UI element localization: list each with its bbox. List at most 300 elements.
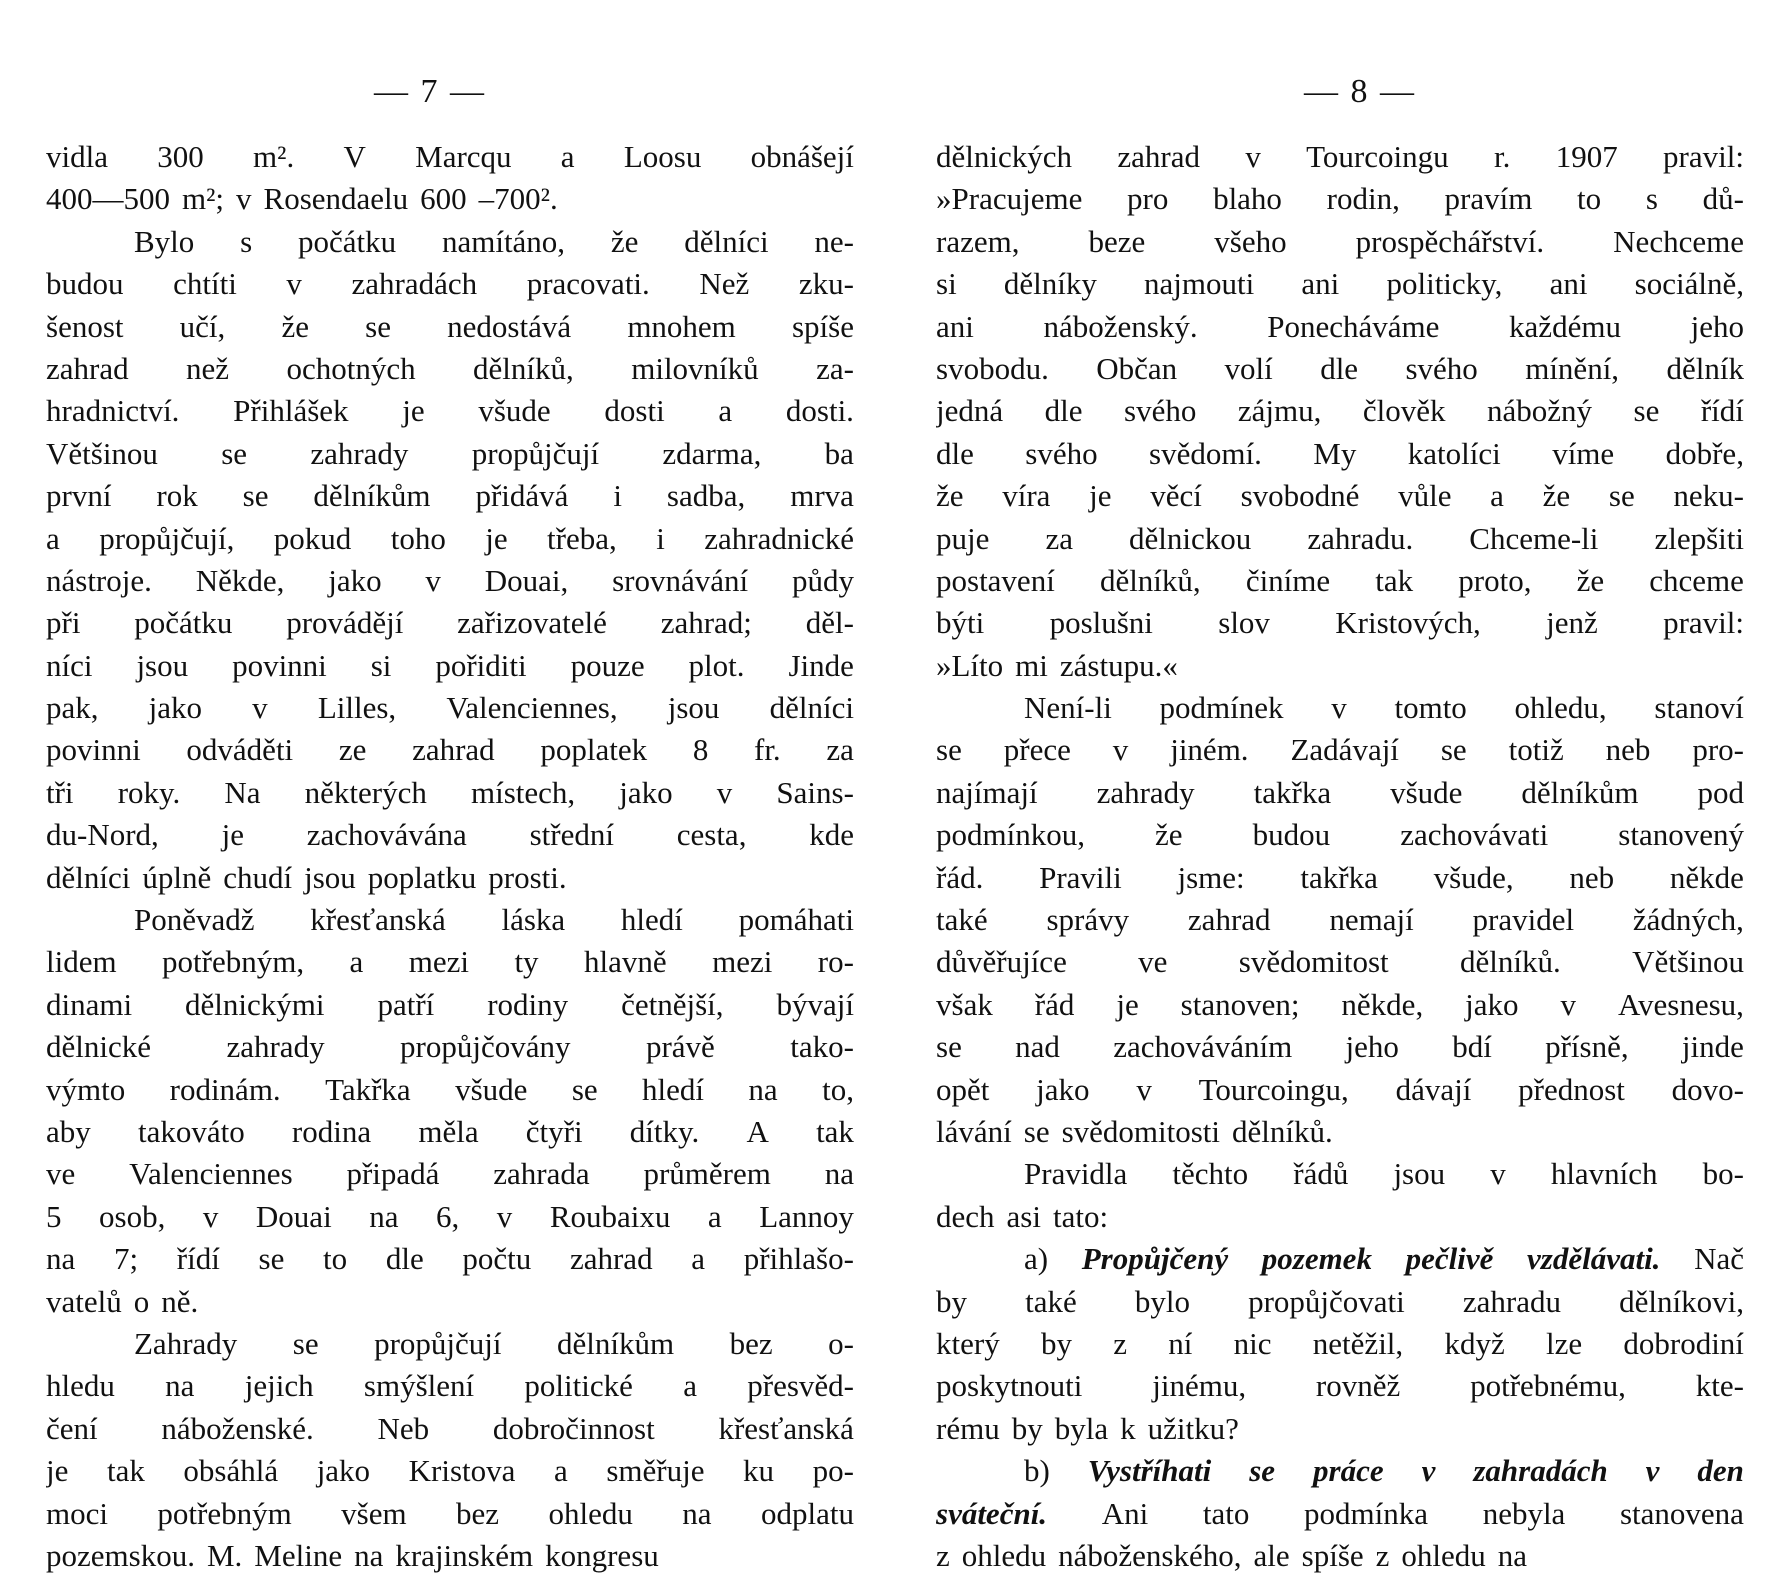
word: poslušni	[1049, 605, 1153, 641]
word: mínění,	[1525, 350, 1620, 386]
word: že	[936, 478, 964, 514]
word: s	[240, 223, 253, 259]
word: prospěchářství.	[1355, 223, 1545, 259]
word: propůjčují	[374, 1325, 502, 1361]
word: zájmu,	[1237, 393, 1322, 429]
word: Neb	[377, 1410, 430, 1446]
word: odváděti	[186, 732, 294, 768]
word: lze	[1545, 1325, 1583, 1361]
word: je	[221, 817, 244, 853]
word: jeho	[1345, 1029, 1399, 1065]
word: na	[46, 1241, 76, 1277]
word: zahrad	[1187, 902, 1271, 938]
word: se	[365, 308, 391, 344]
word: přednost	[1518, 1071, 1625, 1107]
word: v	[496, 1198, 513, 1234]
word: obsáhlá	[183, 1453, 279, 1489]
word: zahrada	[493, 1156, 590, 1192]
word: čtyři	[525, 1113, 583, 1149]
word: zahrad	[412, 732, 495, 768]
word: My	[1313, 435, 1357, 471]
word: dělnických	[936, 139, 1073, 174]
word: pokud	[273, 520, 352, 556]
word: v	[425, 562, 441, 598]
word: a	[560, 139, 575, 174]
word: rodina	[291, 1113, 372, 1149]
text-line	[46, 772, 854, 814]
word: rok	[156, 478, 198, 514]
word: krajinském	[395, 1537, 534, 1573]
word: zku-	[798, 266, 854, 302]
word: užitku?	[1147, 1410, 1239, 1446]
word: ze	[338, 732, 367, 768]
word: jako	[316, 1453, 371, 1489]
text-line	[46, 1450, 854, 1492]
word: 1907	[1555, 139, 1618, 174]
word: srovnávání	[612, 562, 749, 598]
word: ba	[824, 435, 854, 471]
word: 600	[420, 181, 467, 217]
text-line	[936, 687, 1744, 729]
text-line	[46, 984, 854, 1026]
word: jako	[619, 774, 673, 810]
word: dělnickými	[185, 986, 325, 1022]
word: Tourcoingu,	[1198, 1071, 1349, 1107]
word: četnější,	[621, 986, 724, 1022]
text-line	[936, 178, 1744, 220]
word: svědomí.	[1149, 435, 1262, 471]
word: bývají	[776, 986, 854, 1022]
word: a	[349, 944, 364, 980]
word: Pravidla	[1024, 1156, 1128, 1192]
word: těchto	[1172, 1156, 1249, 1192]
word: dovo-	[1671, 1071, 1744, 1107]
word: Douai	[255, 1198, 332, 1234]
text-line	[936, 433, 1744, 475]
word: zahradách	[1473, 1453, 1608, 1489]
word: děl-	[805, 605, 854, 641]
word: ve	[46, 1156, 76, 1192]
word: připadá	[346, 1156, 440, 1192]
text-line	[936, 263, 1744, 305]
word: Valenciennes,	[446, 690, 618, 726]
word: poplatek	[540, 732, 648, 768]
word: Sains-	[776, 774, 854, 810]
word: Lilles,	[317, 690, 397, 726]
word: jsou	[136, 647, 189, 683]
word: razem,	[936, 223, 1020, 259]
word: 400—500	[46, 181, 170, 217]
word: svobodné	[1240, 478, 1360, 514]
text-line	[936, 560, 1744, 602]
word: dosti	[604, 393, 665, 429]
word: chudí	[223, 859, 293, 895]
word: Roubaixu	[549, 1198, 671, 1234]
word: řídí	[176, 1241, 220, 1277]
word: spíše	[791, 308, 854, 344]
page-number-right: — 8 —	[1304, 73, 1416, 110]
word: aby	[46, 1113, 91, 1149]
word: ku	[743, 1453, 775, 1489]
word: pouze	[570, 647, 645, 683]
word: když	[1444, 1325, 1505, 1361]
word: je	[1089, 478, 1112, 514]
word: »Líto	[936, 647, 1004, 683]
word: Rosendaelu	[263, 181, 409, 217]
left-page-text	[46, 136, 854, 1577]
text-line	[936, 1196, 1744, 1238]
word: Někde,	[195, 562, 285, 598]
word: osob,	[99, 1198, 166, 1234]
text-line	[936, 984, 1744, 1026]
word: tak	[106, 1453, 145, 1489]
word: pozemek	[1261, 1241, 1372, 1277]
word: zástupu.«	[1059, 647, 1178, 683]
word: nic	[1233, 1325, 1272, 1361]
word: provádějí	[286, 605, 404, 641]
word: jejich	[244, 1368, 314, 1404]
word: v	[286, 266, 302, 302]
word: přece	[1003, 732, 1071, 768]
word: že	[1576, 562, 1605, 598]
word: dů-	[1702, 181, 1744, 217]
text-line	[936, 899, 1744, 941]
text-line	[46, 178, 854, 220]
word: také	[1025, 1283, 1077, 1319]
word: zahrad;	[660, 605, 752, 641]
word: Kristova	[408, 1453, 516, 1489]
word: vidla	[46, 139, 108, 174]
word: lidem	[46, 944, 117, 980]
word: Jinde	[788, 647, 854, 683]
word: Vystříhati	[1087, 1453, 1212, 1489]
word: dělnické	[46, 1029, 152, 1065]
text-line	[936, 1026, 1744, 1068]
word: dítky.	[629, 1113, 700, 1149]
word: postavení	[936, 562, 1055, 598]
text-line	[46, 1493, 854, 1535]
word: volí	[1224, 350, 1273, 386]
text-line	[936, 814, 1744, 856]
word: víra	[1002, 478, 1051, 514]
text-line	[46, 602, 854, 644]
word: a)	[1024, 1241, 1049, 1277]
word: činíme	[1245, 562, 1331, 598]
word: všude,	[1433, 859, 1514, 895]
text-line	[936, 136, 1744, 178]
word: 8	[692, 732, 709, 768]
word: pak,	[46, 690, 99, 726]
word: dle	[1044, 393, 1083, 429]
word: dobře,	[1665, 435, 1744, 471]
word: se	[1633, 393, 1660, 429]
text-line	[936, 518, 1744, 560]
word: tomto	[1394, 690, 1467, 726]
word: a	[683, 1368, 697, 1404]
word: stanovena	[1619, 1495, 1744, 1531]
word: sadba,	[666, 478, 746, 514]
word: Nač	[1694, 1241, 1744, 1277]
text-line	[936, 475, 1744, 517]
word: a	[691, 1241, 706, 1277]
word: dech	[936, 1198, 995, 1234]
word: dělníci	[46, 859, 131, 895]
word: si	[936, 266, 957, 302]
word: Většinou	[1632, 944, 1744, 980]
text-line	[46, 518, 854, 560]
word: se	[936, 732, 962, 768]
word: z	[936, 1537, 950, 1573]
word: řádů	[1293, 1156, 1349, 1192]
word: náboženské.	[161, 1410, 314, 1446]
text-line	[46, 1196, 854, 1238]
text-line	[46, 348, 854, 390]
word: chceme	[1649, 562, 1744, 598]
word: b)	[1024, 1453, 1050, 1489]
word: správy	[1046, 902, 1130, 938]
word: Zadávají	[1290, 732, 1399, 768]
word: níci	[46, 647, 93, 683]
word: k	[1120, 1410, 1136, 1446]
text-line	[46, 390, 854, 432]
word: právě	[645, 1029, 715, 1065]
word: totiž	[1508, 732, 1564, 768]
word: hlavně	[584, 944, 667, 980]
word: jedná	[936, 393, 1004, 429]
word: Valenciennes	[129, 1156, 293, 1192]
word: politicky,	[1386, 266, 1503, 302]
text-line	[936, 1153, 1744, 1195]
word: potřebným	[157, 1495, 292, 1531]
text-line	[46, 560, 854, 602]
text-line	[46, 1153, 854, 1195]
text-line	[936, 1535, 1744, 1577]
word: z	[1113, 1325, 1127, 1361]
word: stanovený	[1618, 817, 1744, 853]
word: v	[716, 774, 733, 810]
word: že	[1542, 478, 1571, 514]
word: náboženský.	[1043, 308, 1198, 344]
word: pod	[1697, 774, 1744, 810]
word: se	[292, 1325, 319, 1361]
word: zahradu	[1462, 1283, 1561, 1319]
word: přidává	[475, 478, 569, 514]
word: každému	[1509, 308, 1621, 344]
text-line	[46, 729, 854, 771]
word: proto,	[1458, 562, 1532, 598]
word: ani	[936, 308, 974, 344]
word: že	[1155, 817, 1183, 853]
word: cesta,	[676, 817, 747, 853]
word: průměrem	[643, 1156, 771, 1192]
word: nábožný	[1486, 393, 1593, 429]
word: za	[1045, 520, 1073, 556]
word: Ani	[1101, 1495, 1149, 1531]
word: dobročinnost	[492, 1410, 655, 1446]
text-line	[46, 1365, 854, 1407]
word: to,	[822, 1071, 854, 1107]
word: se	[1023, 1113, 1050, 1149]
word: Poněvadž	[134, 902, 255, 938]
word: by	[1040, 1325, 1072, 1361]
word: všude	[1390, 774, 1463, 810]
word: rovněž	[1315, 1368, 1401, 1404]
word: jenž	[1546, 605, 1598, 641]
word: přesvěd-	[747, 1368, 854, 1404]
word: je	[485, 520, 508, 556]
word: puje	[936, 520, 990, 556]
word: býti	[936, 605, 985, 641]
text-line	[936, 645, 1744, 687]
word: výmto	[46, 1071, 126, 1107]
word: pravím	[1444, 181, 1533, 217]
text-line	[46, 857, 854, 899]
word: na	[682, 1495, 712, 1531]
word: Přihlášek	[233, 393, 349, 429]
word: Lannoy	[759, 1198, 854, 1234]
word: ní	[1168, 1325, 1193, 1361]
word: dělník	[1666, 350, 1744, 386]
word: toho	[390, 520, 446, 556]
word: »Pracujeme	[936, 181, 1083, 217]
word: budou	[46, 266, 124, 302]
text-line	[46, 1535, 854, 1577]
word: z	[1375, 1537, 1390, 1573]
word: namítáno,	[441, 223, 566, 259]
text-line	[936, 1111, 1744, 1153]
word: odplatu	[760, 1495, 854, 1531]
word: ty	[514, 944, 539, 980]
word: o-	[828, 1325, 854, 1361]
word: dávají	[1395, 1071, 1472, 1107]
word: dle	[1320, 350, 1359, 386]
word: Ponecháváme	[1267, 308, 1440, 344]
text-line	[46, 136, 854, 178]
word: 6,	[436, 1198, 460, 1234]
word: poplatku	[367, 859, 477, 895]
word: láska	[501, 902, 566, 938]
word: počtu	[462, 1241, 532, 1277]
word: svého	[1405, 350, 1478, 386]
word: dělnickou	[1129, 520, 1252, 556]
word: Většinou	[46, 435, 158, 471]
word: kongresu	[545, 1537, 659, 1573]
word: katolíci	[1407, 435, 1501, 471]
word: zahrady	[310, 435, 409, 471]
word: zachovávána	[306, 817, 467, 853]
word: A	[746, 1113, 769, 1149]
word: počátku	[298, 223, 397, 259]
word: blaho	[1213, 181, 1282, 217]
word: první	[46, 478, 112, 514]
word: jako	[148, 690, 203, 726]
word: r.	[1493, 139, 1511, 174]
word: v	[1490, 1156, 1506, 1192]
word: zachovávati	[1400, 817, 1549, 853]
word: střední	[529, 817, 614, 853]
word: zahrad	[569, 1241, 653, 1277]
word: ně.	[161, 1283, 199, 1319]
word: 7;	[113, 1241, 139, 1277]
word: najmouti	[1144, 266, 1255, 302]
word: Na	[224, 774, 261, 810]
word: bo-	[1702, 1156, 1744, 1192]
word: se	[936, 1029, 962, 1065]
word: tato	[1202, 1495, 1250, 1531]
word: však	[936, 986, 993, 1022]
word: jsou	[1393, 1156, 1446, 1192]
word: tak	[1375, 562, 1414, 598]
page-number-left: — 7 —	[374, 73, 486, 110]
word: obnášejí	[750, 139, 854, 174]
word: v	[1331, 690, 1347, 726]
text-line	[936, 348, 1744, 390]
word: zahrady	[1096, 774, 1195, 810]
word: asi	[1006, 1198, 1041, 1234]
word: slov	[1218, 605, 1270, 641]
word: všem	[341, 1495, 407, 1531]
word: Propůjčený	[1081, 1241, 1229, 1277]
word: hlavních	[1550, 1156, 1658, 1192]
word: Tourcoingu	[1306, 139, 1449, 174]
text-line	[936, 1365, 1744, 1407]
text-line	[936, 390, 1744, 432]
word: na	[824, 1156, 854, 1192]
word: mrva	[790, 478, 854, 514]
word: propůjčují	[471, 435, 600, 471]
word: ochotných	[286, 350, 416, 386]
word: přísně,	[1545, 1029, 1629, 1065]
word: pozemskou.	[46, 1537, 195, 1573]
word: Douai,	[484, 562, 569, 598]
word: vůle	[1398, 478, 1452, 514]
word: na	[1497, 1537, 1528, 1573]
word: dosti.	[785, 393, 854, 429]
word: Marcqu	[415, 139, 512, 174]
word: dělníkům	[313, 478, 431, 514]
word: tato:	[1052, 1198, 1109, 1234]
word: pro-	[1692, 732, 1744, 768]
word: jsou	[304, 859, 356, 895]
word: po-	[812, 1453, 854, 1489]
word: ro-	[817, 944, 854, 980]
word: –700².	[478, 181, 558, 217]
text-line	[46, 1408, 854, 1450]
word: povinni	[46, 732, 141, 768]
word: že	[281, 308, 309, 344]
word: počátku	[134, 605, 233, 641]
word: stanoví	[1654, 690, 1744, 726]
word: by	[1011, 1410, 1043, 1446]
word: takřka	[1300, 859, 1378, 895]
text-line	[46, 221, 854, 263]
word: svobodu.	[936, 350, 1049, 386]
word: a	[707, 1198, 722, 1234]
word: nedostává	[447, 308, 572, 344]
word: to	[323, 1241, 348, 1277]
word: mi	[1015, 647, 1048, 683]
word: řídí	[1700, 393, 1744, 429]
word: někde,	[1341, 986, 1424, 1022]
word: neku-	[1673, 478, 1744, 514]
word: Nechceme	[1613, 223, 1744, 259]
word: rodiny	[487, 986, 569, 1022]
word: a	[46, 520, 60, 556]
word: v	[252, 690, 268, 726]
word: zdarma,	[662, 435, 762, 471]
word: místech,	[471, 774, 576, 810]
word: m².	[253, 139, 295, 174]
